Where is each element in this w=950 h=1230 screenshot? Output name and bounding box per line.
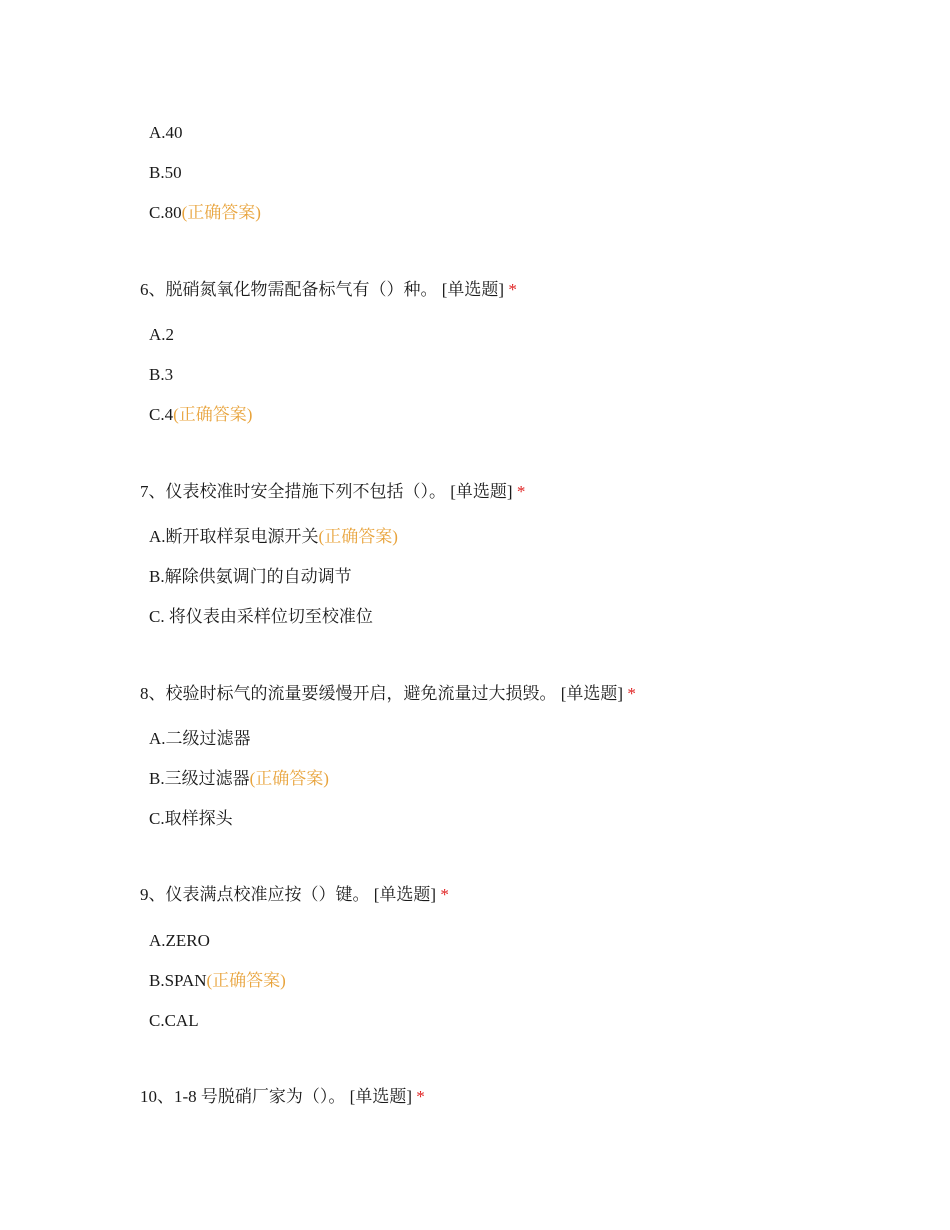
- question-9-title: 9、仪表满点校准应按（）键。 [单选题] *: [140, 885, 449, 904]
- q6-option-b: B.3: [149, 365, 174, 384]
- q8-option-b: B.三级过滤器(正确答案): [149, 769, 329, 788]
- q7-option-b: B.解除供氨调门的自动调节: [149, 567, 352, 586]
- correct-answer-label: (正确答案): [206, 971, 286, 990]
- required-mark: *: [416, 1087, 425, 1106]
- q9-option-a: A.ZERO: [149, 931, 210, 950]
- required-mark: *: [627, 684, 636, 703]
- q6-option-c: C.4(正确答案): [149, 405, 253, 424]
- q8-option-c: C.取样探头: [149, 809, 233, 828]
- correct-answer-label: (正确答案): [249, 769, 329, 788]
- correct-answer-label: (正确答案): [318, 527, 398, 546]
- q8-option-a: A.二级过滤器: [149, 729, 251, 748]
- question-8-title: 8、校验时标气的流量要缓慢开启，避免流量过大损毁。 [单选题] *: [140, 684, 636, 703]
- correct-answer-label: (正确答案): [181, 203, 261, 222]
- correct-answer-label: (正确答案): [173, 405, 253, 424]
- required-mark: *: [508, 280, 517, 299]
- q9-option-c: C.CAL: [149, 1011, 199, 1030]
- q5-option-b: B.50: [149, 163, 182, 182]
- required-mark: *: [440, 885, 449, 904]
- q7-option-c: C. 将仪表由采样位切至校准位: [149, 607, 373, 626]
- question-7-title: 7、仪表校准时安全措施下列不包括（）。 [单选题] *: [140, 482, 526, 501]
- q5-option-a: A.40: [149, 123, 183, 142]
- question-10-title: 10、1-8 号脱硝厂家为（）。 [单选题] *: [140, 1087, 425, 1106]
- q6-option-a: A.2: [149, 325, 175, 344]
- required-mark: *: [516, 482, 526, 501]
- question-6-title: 6、脱硝氮氧化物需配备标气有（）种。 [单选题] *: [140, 280, 517, 299]
- q7-option-a: A.断开取样泵电源开关(正确答案): [149, 527, 398, 546]
- q9-option-b: B.SPAN(正确答案): [149, 971, 286, 990]
- q5-option-c: C.80(正确答案): [149, 203, 261, 222]
